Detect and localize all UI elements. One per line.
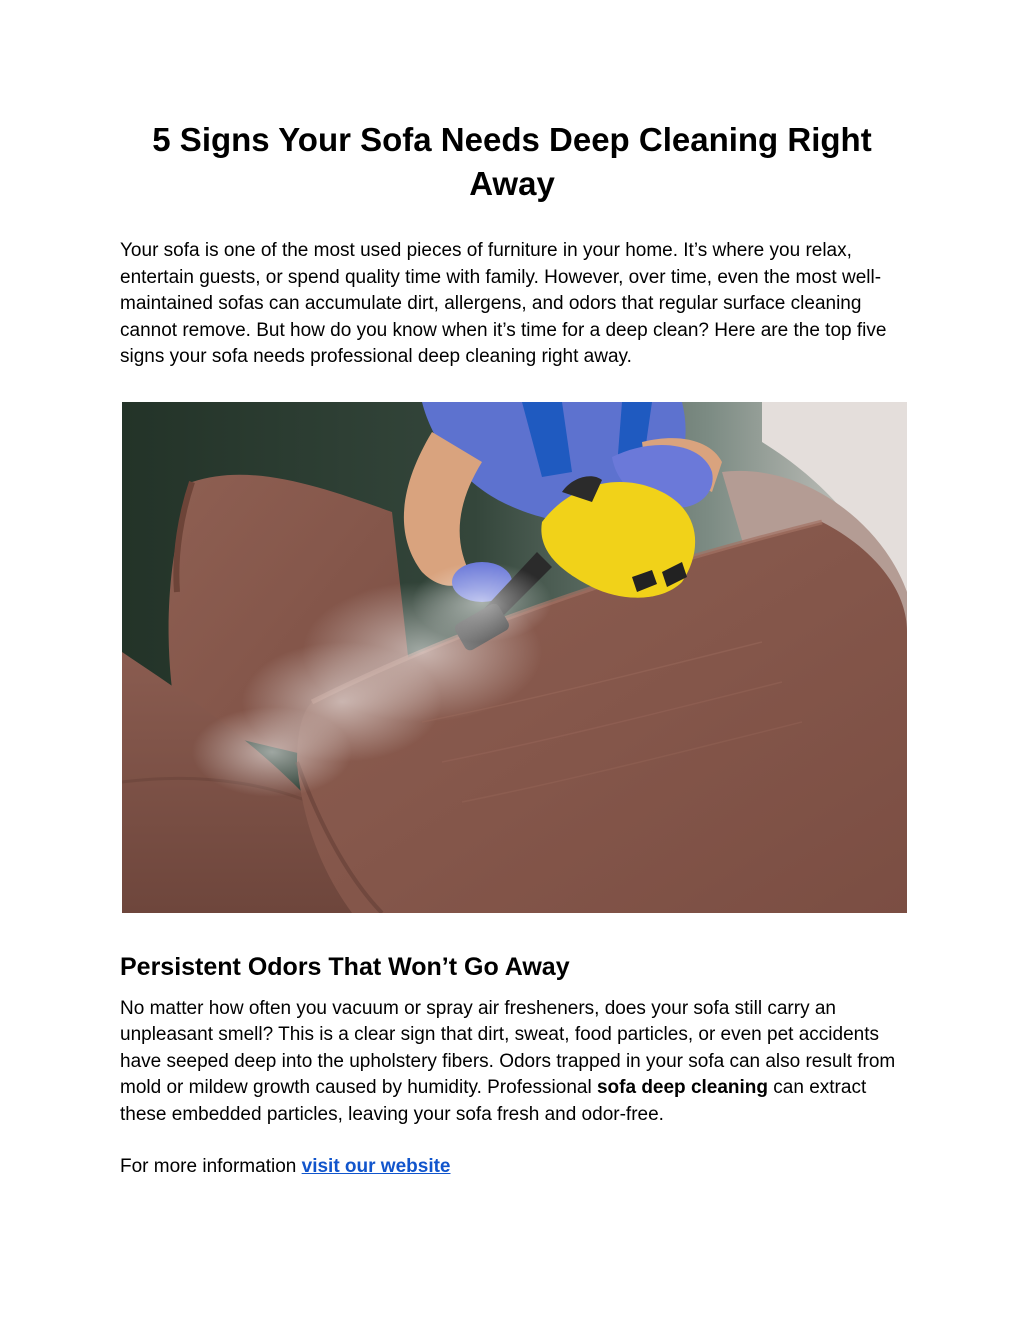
- paragraph-text-start: No matter how often you vacuum or spray air fresheners, does your sofa still carry an unpleasant smell? This is a clear sign that dirt, sweat, food particles, or even pet accidents have seeped deep into the upholstery fibers. Odors trapped in your sofa can also result from mold or mildew growth caused by humidity. Professional: [120, 998, 896, 1099]
- section-paragraph: [120, 996, 910, 1128]
- paragraph-text-end: can extract these embedded particles, leaving your sofa fresh and odor-free.: [120, 1077, 867, 1125]
- more-info-prefix: For more information: [120, 1156, 302, 1177]
- photo-sofa-steam-cleaning-icon: [122, 402, 907, 913]
- intro-paragraph: Your sofa is one of the most used pieces of furniture in your home. It’s where you relax, entertain guests, or spend quality time with family. However, over time, even the most well-maintained sofas can accumulate dirt, allergens, and odors that regular surface cleaning cannot remove. But how do you know when it’s time for a deep clean? Here are the top five signs your sofa needs professional deep cleaning right away.: [120, 240, 887, 367]
- paragraph-bold-phrase: sofa deep cleaning: [596, 1077, 769, 1099]
- article-title: 5 Signs Your Sofa Needs Deep Cleaning Right Away: [152, 121, 872, 202]
- section-heading: Persistent Odors That Won’t Go Away: [120, 953, 570, 981]
- more-info-line: [120, 1154, 910, 1180]
- visit-website-link[interactable]: visit our website: [301, 1156, 451, 1177]
- sofa-cleaning-photo: [122, 402, 907, 913]
